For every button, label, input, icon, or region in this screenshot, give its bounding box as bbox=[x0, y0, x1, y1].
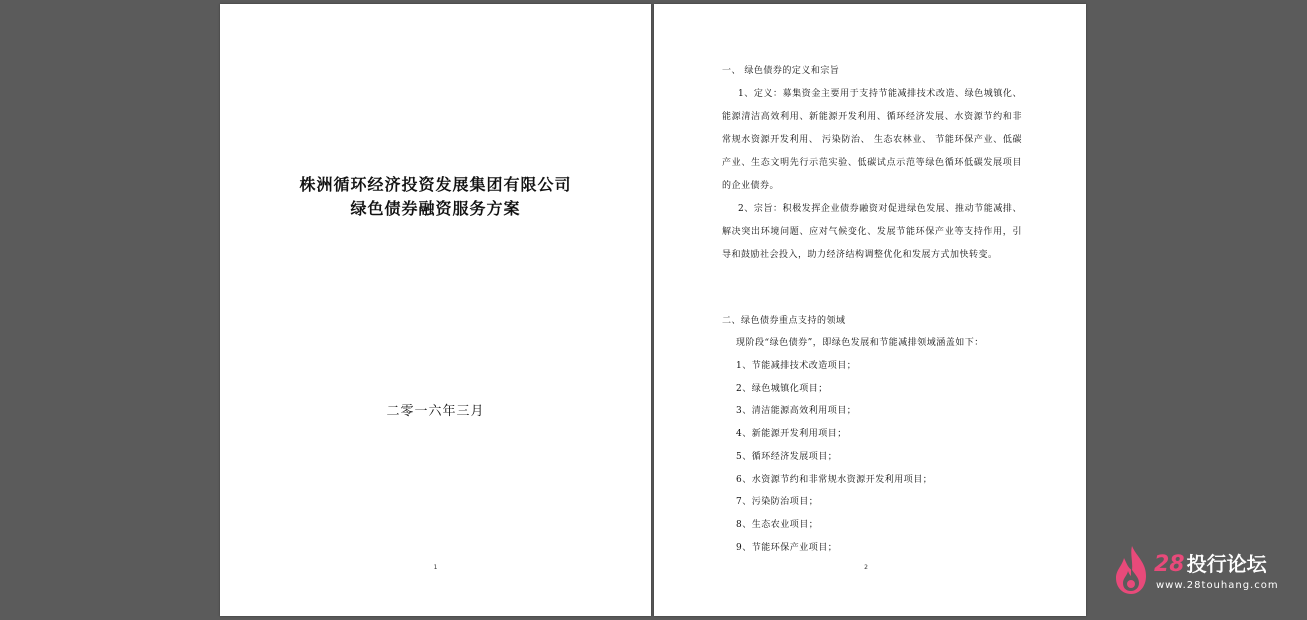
intro-text: 现阶段“绿色债券”，即绿色发展和节能减排领域涵盖如下： bbox=[736, 338, 984, 348]
watermark-title bbox=[1154, 548, 1267, 577]
page-2 bbox=[654, 4, 1086, 616]
cover-title-line1: 株洲循环经济投资发展集团有限公司 bbox=[299, 175, 572, 194]
list-item: 5、循环经济发展项目； bbox=[736, 452, 838, 462]
section-1-heading: 一、 绿色债券的定义和宗旨 bbox=[722, 66, 840, 76]
page-number: 1 bbox=[433, 564, 438, 571]
purpose-paragraph: 2、宗旨：积极发挥企业债券融资对促进绿色发展、推动节能减排、解决突出环境问题、应对气候变化、发展节能环保产业等支持作用，引导和鼓励社会投入，助力经济结构调整优化和发展方式加快转变。 bbox=[722, 204, 1022, 260]
list-item: 8、生态农业项目； bbox=[736, 520, 819, 530]
watermark-name: 投行论坛 bbox=[1186, 552, 1267, 576]
page-1 bbox=[220, 4, 651, 616]
section-2-heading: 二、绿色债券重点支持的领域 bbox=[722, 316, 846, 326]
cover-title-line2: 绿色债券融资服务方案 bbox=[350, 199, 521, 218]
list-item: 9、节能环保产业项目； bbox=[736, 543, 838, 553]
watermark-number: 28 bbox=[1154, 552, 1185, 577]
list-item: 7、污染防治项目； bbox=[736, 497, 819, 507]
page-number: 2 bbox=[864, 564, 868, 571]
flame-icon bbox=[1112, 544, 1152, 596]
cover-date: 二零一六年三月 bbox=[386, 404, 485, 419]
list-item: 6、水资源节约和非常规水资源开发利用项目； bbox=[736, 475, 933, 485]
list-item: 1、节能减排技术改造项目； bbox=[736, 361, 857, 371]
watermark-logo bbox=[1112, 544, 1282, 596]
list-item: 4、新能源开发利用项目； bbox=[736, 429, 847, 439]
definition-paragraph: 1、定义：募集资金主要用于支持节能减排技术改造、绿色城镇化、能源清洁高效利用、新能源开发利用、循环经济发展、水资源节约和非常规水资源开发利用、 污染防治、 生态农林业、 节能环保产业、低碳产业、生态文明先行示范实验、低碳试点示范等绿色循环低碳发展项目的企业债券。 bbox=[722, 89, 1022, 191]
watermark-url: www.28touhang.com bbox=[1156, 580, 1279, 591]
list-item: 3、清洁能源高效利用项目； bbox=[736, 406, 857, 416]
list-item: 2、绿色城镇化项目； bbox=[736, 384, 828, 394]
